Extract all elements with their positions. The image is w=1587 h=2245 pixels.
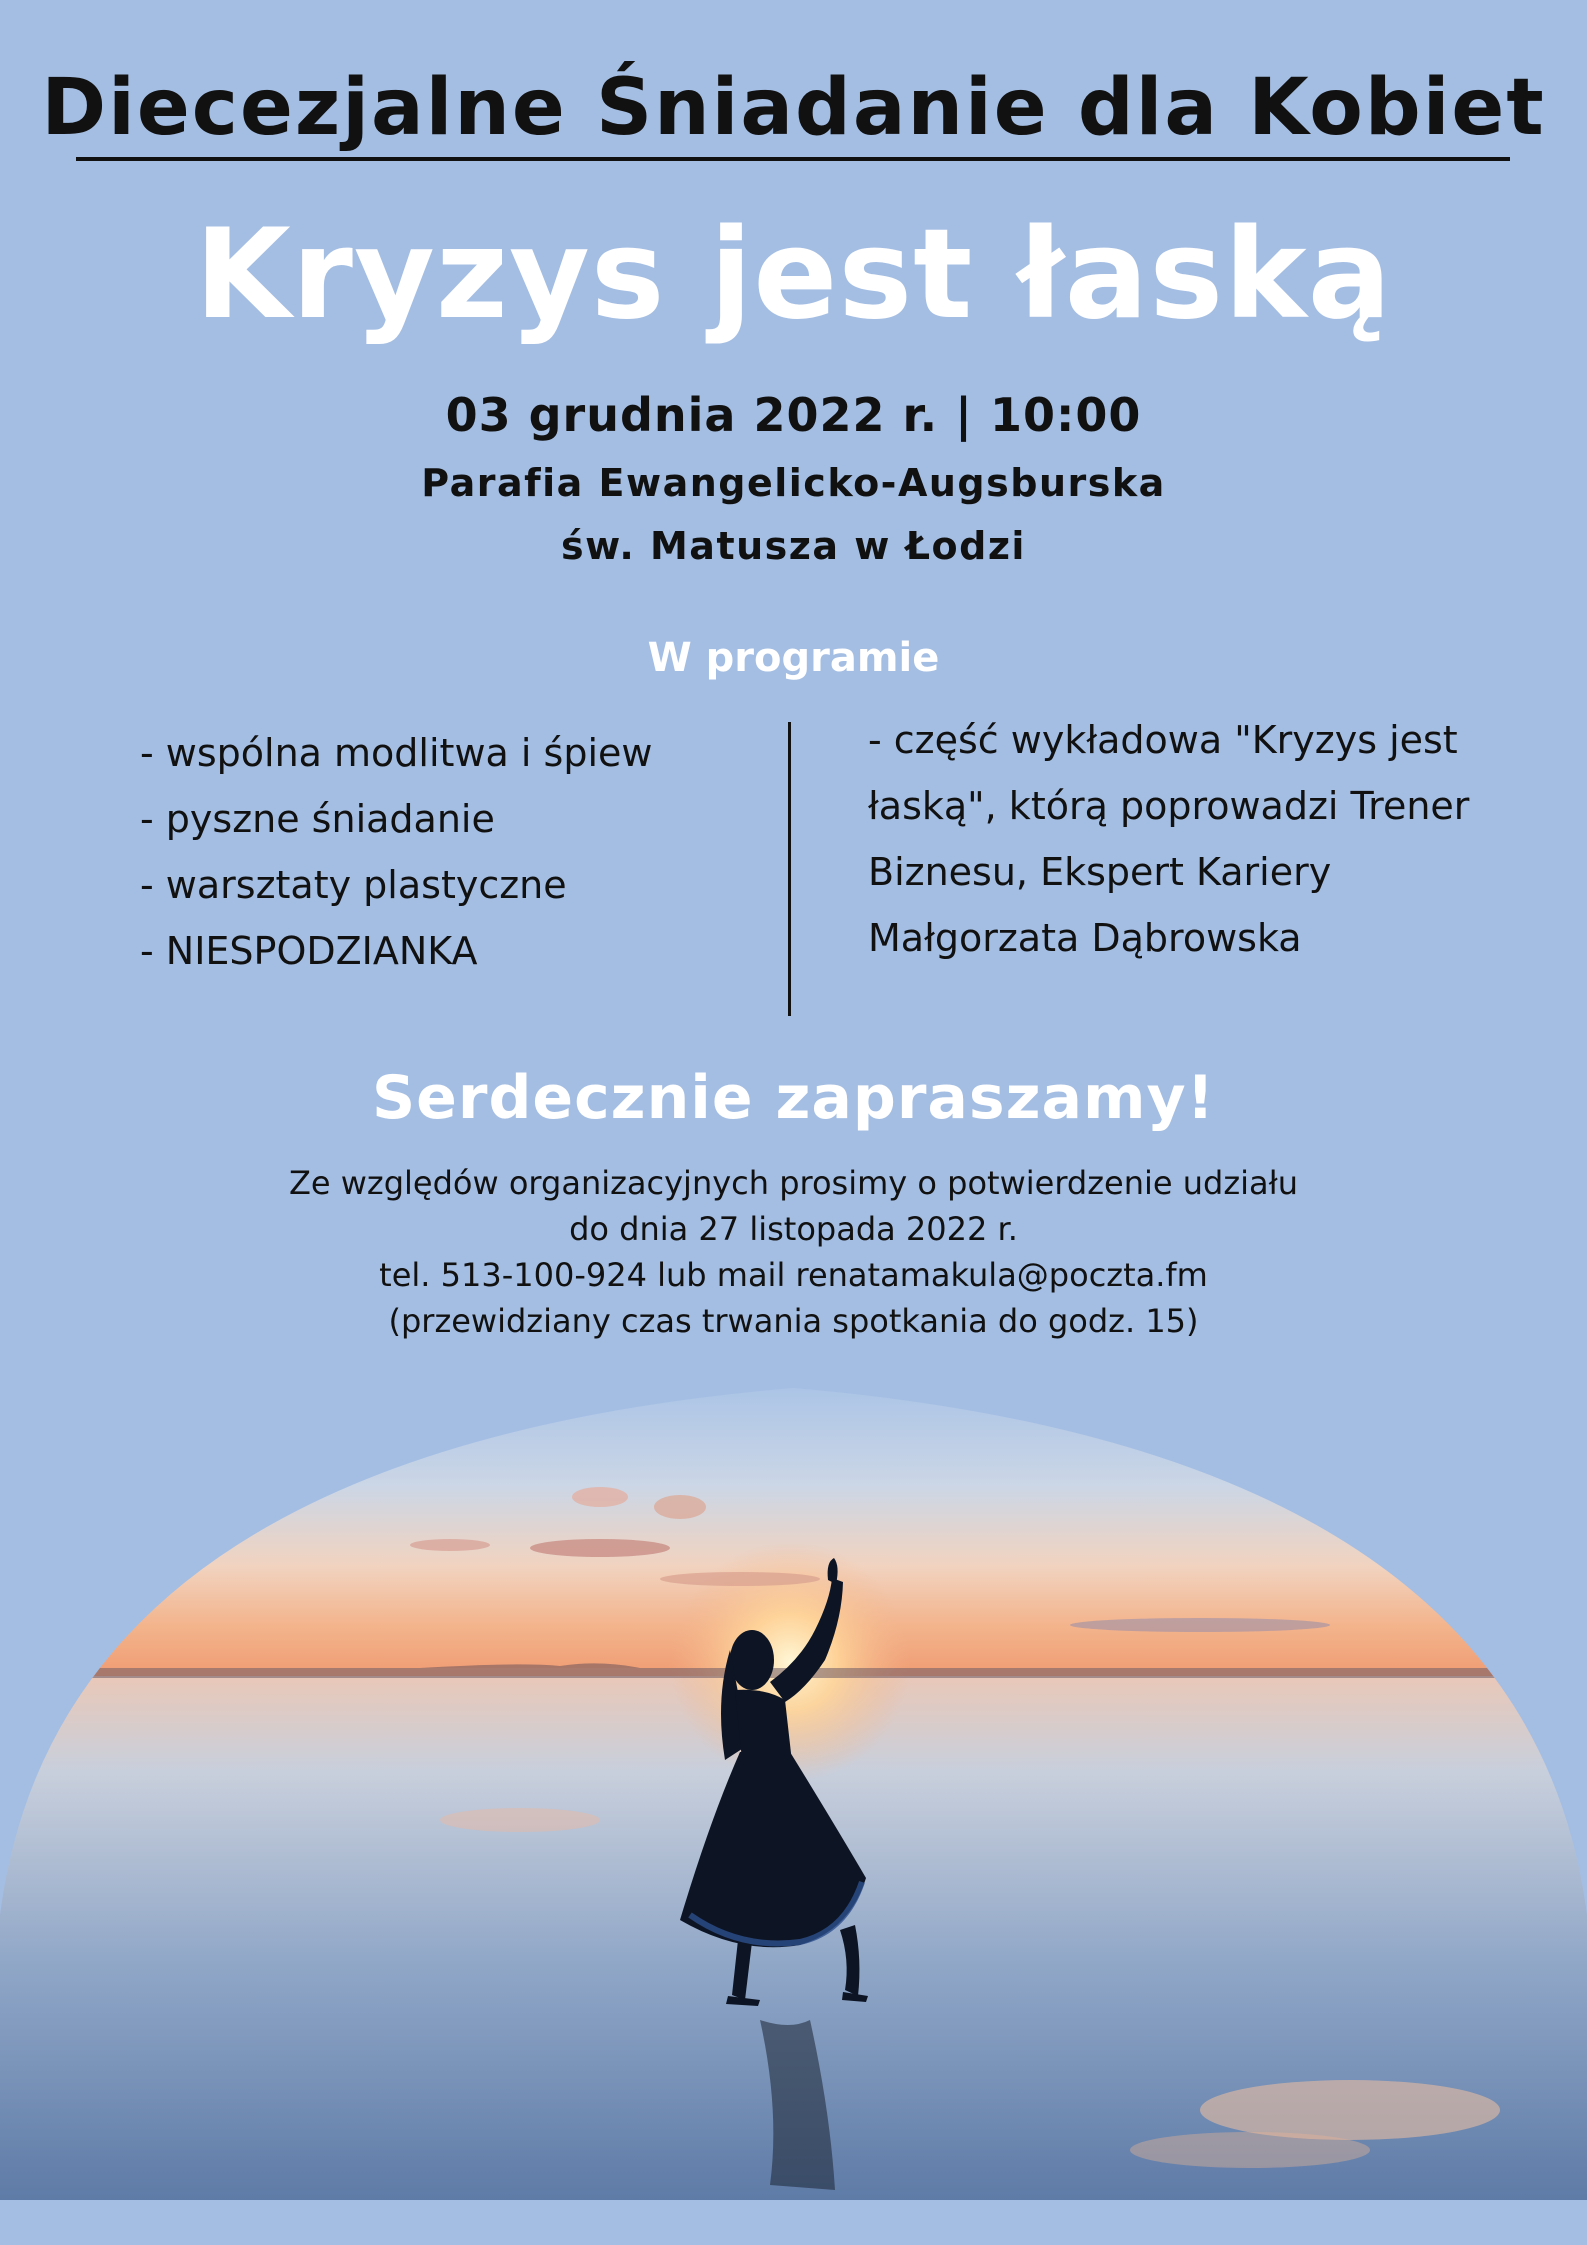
program-item: - pyszne śniadanie <box>140 797 495 841</box>
rsvp-contact: tel. 513-100-924 lub mail renatamakula@poczta.fm <box>379 1256 1208 1294</box>
lecture-line: łaską", którą poprowadzi Trener <box>868 784 1470 828</box>
program-item: - warsztaty plastyczne <box>140 863 567 907</box>
lecture-line: - część wykładowa "Kryzys jest <box>868 718 1458 762</box>
program-heading: W programie <box>647 635 940 681</box>
rsvp-note: Ze względów organizacyjnych prosimy o potwierdzenie udziału <box>288 1164 1299 1202</box>
event-series-title: Diecezjalne Śniadanie dla Kobiet <box>41 63 1546 153</box>
event-date-time: 03 grudnia 2022 r. | 10:00 <box>445 388 1142 442</box>
venue-location: św. Matusza w Łodzi <box>561 524 1026 568</box>
program-item: - NIESPODZIANKA <box>140 929 478 973</box>
lecture-line: Biznesu, Ekspert Kariery <box>868 850 1332 894</box>
venue-name: Parafia Ewangelicko-Augsburska <box>421 461 1166 505</box>
event-title: Kryzys jest łaską <box>194 203 1393 347</box>
duration-note: (przewidziany czas trwania spotkania do godz. 15) <box>388 1302 1199 1340</box>
rsvp-deadline: do dnia 27 listopada 2022 r. <box>569 1210 1018 1248</box>
program-item: - wspólna modlitwa i śpiew <box>140 731 653 775</box>
invitation-headline: Serdecznie zapraszamy! <box>371 1063 1216 1133</box>
lecture-line: Małgorzata Dąbrowska <box>868 916 1302 960</box>
